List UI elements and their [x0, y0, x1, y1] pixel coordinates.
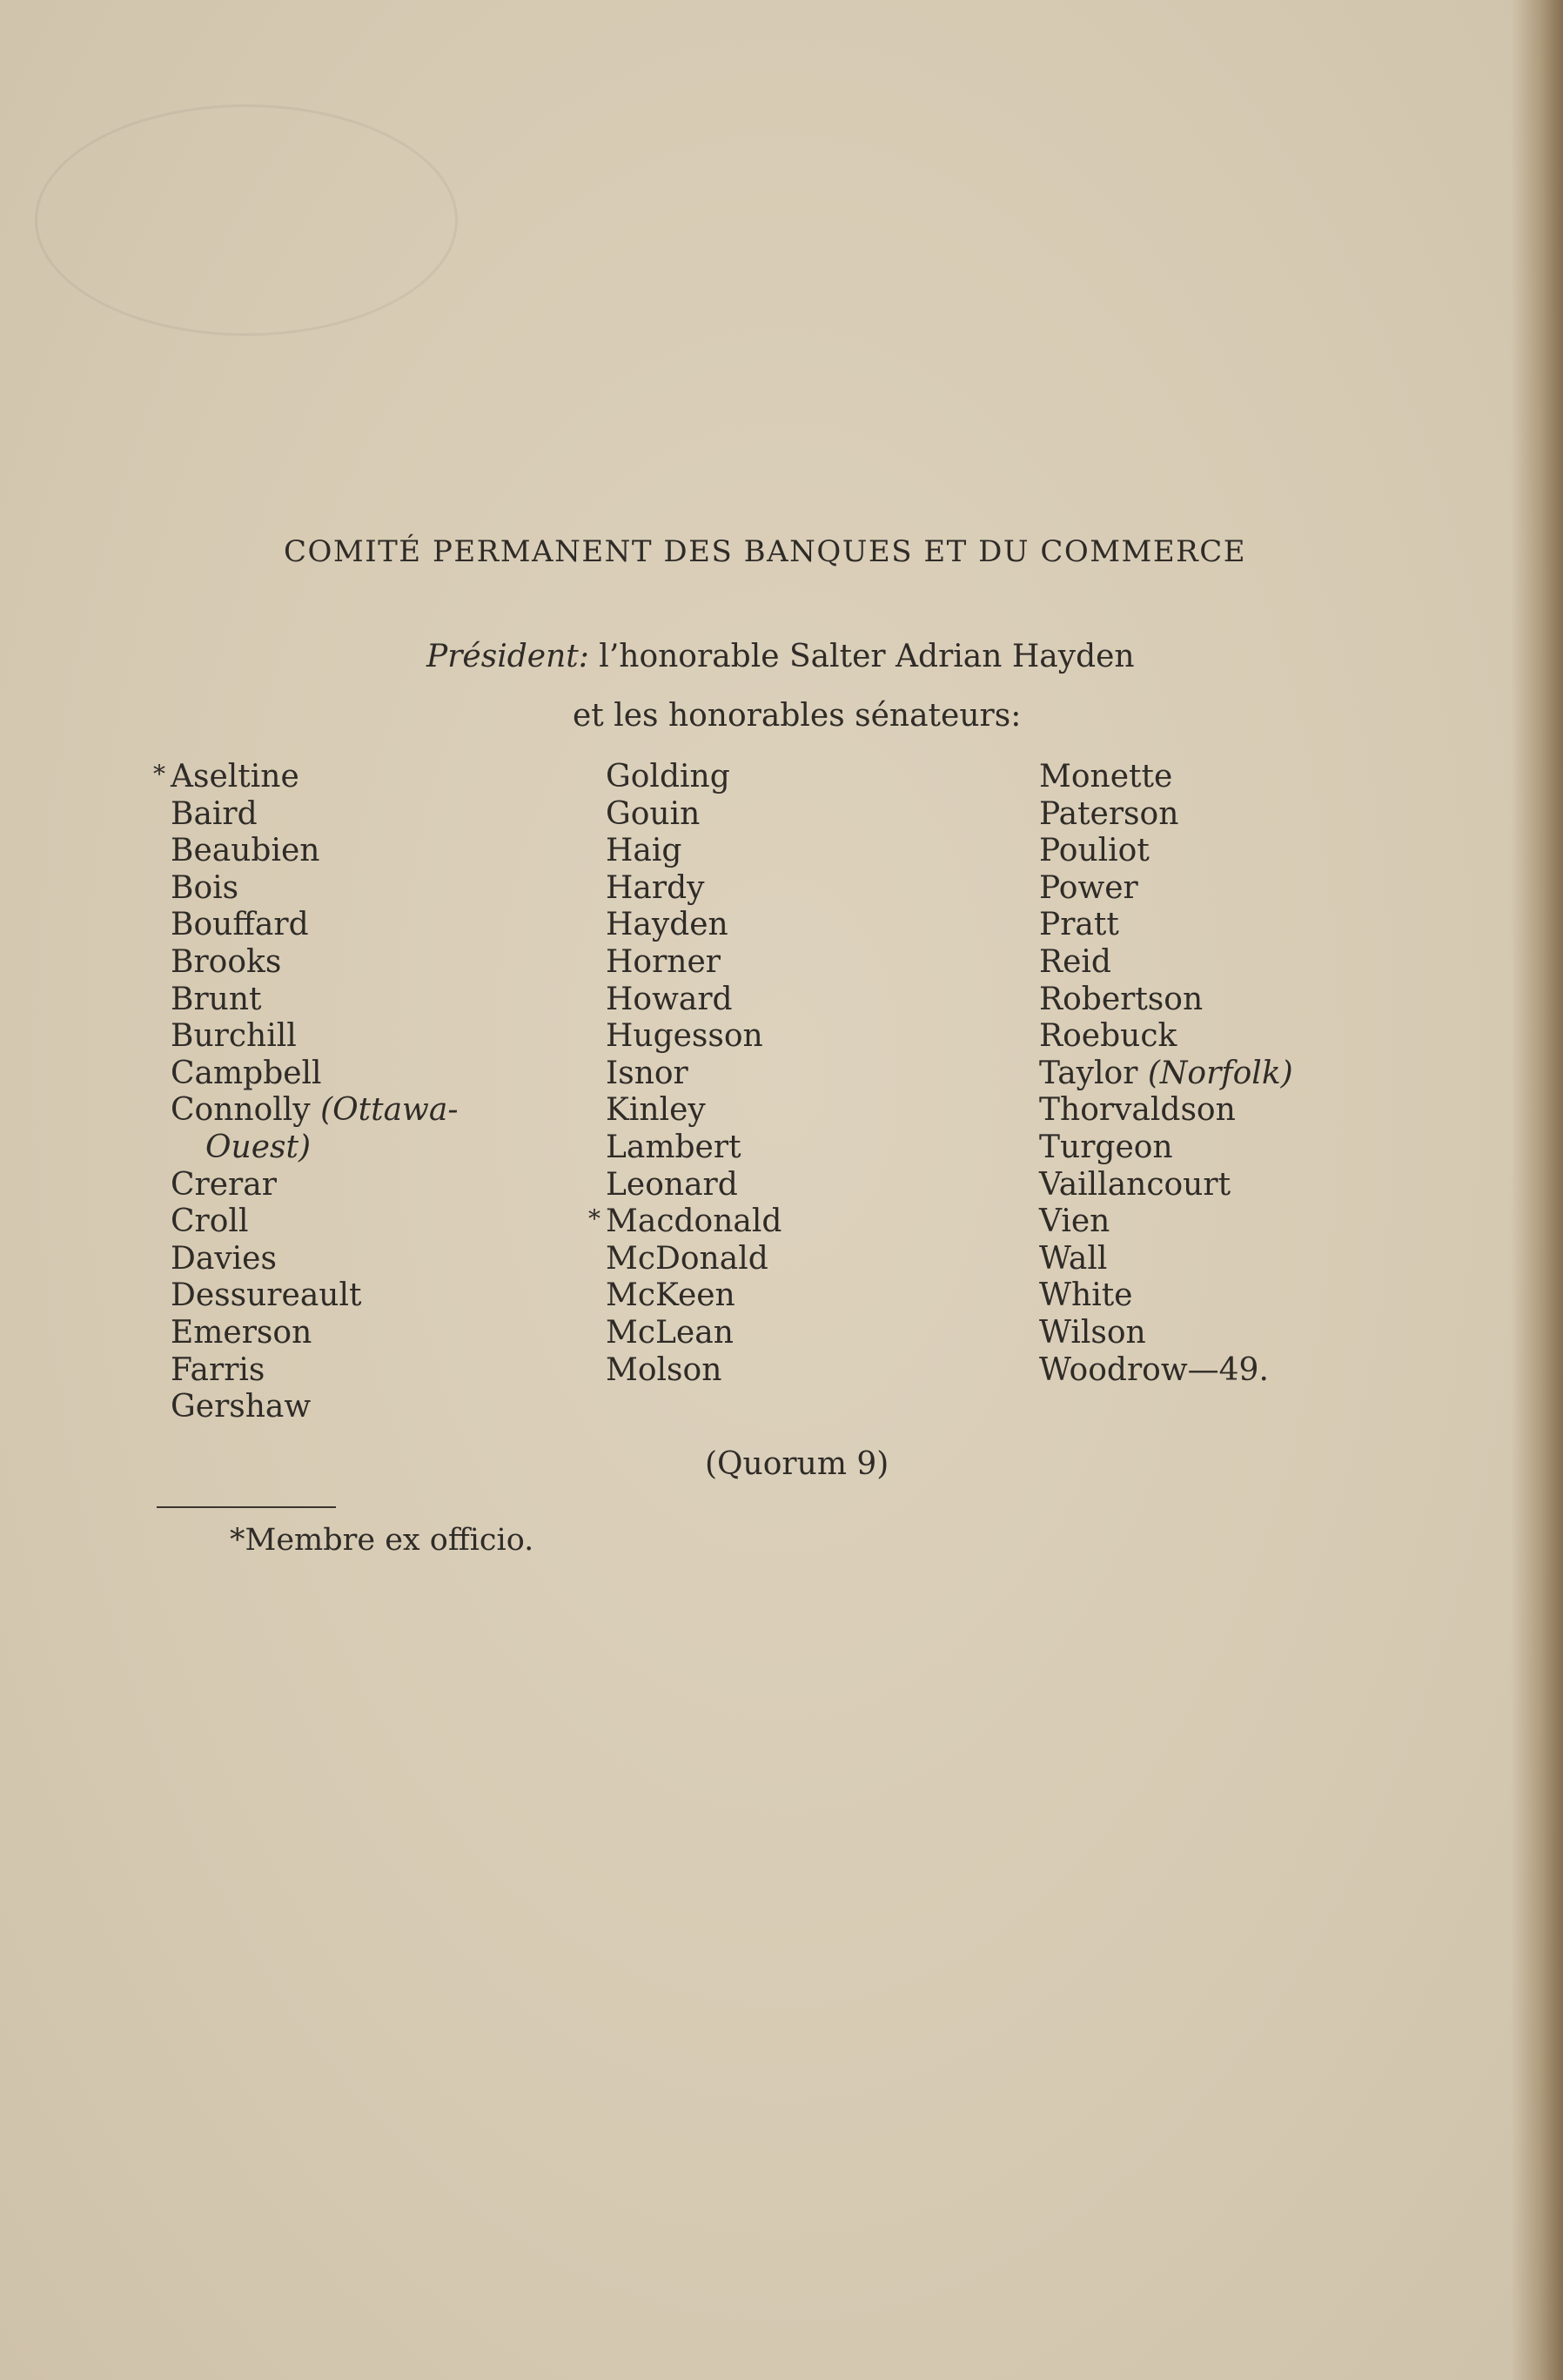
- committee-title: COMITÉ PERMANENT DES BANQUES ET DU COMMERCE: [284, 534, 1247, 569]
- senator-name: Isnor: [606, 1055, 688, 1091]
- senator-name: Robertson: [1039, 981, 1204, 1017]
- senator-name: Kinley: [606, 1092, 706, 1129]
- senator-name: Vaillancourt: [1039, 1166, 1231, 1203]
- senator-name: Gershaw: [171, 1389, 312, 1425]
- president-label: Président:: [426, 639, 589, 674]
- senator-name: Wall: [1039, 1240, 1108, 1277]
- senator-name: Golding: [606, 759, 730, 794]
- senator-name: Monette: [1039, 759, 1173, 794]
- footnote-divider: [157, 1506, 336, 1508]
- senator-name: McDonald: [606, 1240, 768, 1277]
- senator-name: Leonard: [606, 1166, 738, 1203]
- senator-name: Beaubien: [171, 833, 320, 869]
- senator-name: Brooks: [171, 943, 282, 980]
- senator-name: Gouin: [606, 795, 701, 832]
- senator-name: Hugesson: [606, 1018, 763, 1055]
- senators-column-2: [588, 759, 782, 1389]
- senator-name: Hayden: [606, 907, 728, 943]
- senator-name: Thorvaldson: [1039, 1092, 1236, 1129]
- senator-name: Emerson: [171, 1314, 312, 1351]
- senator-name: Vien: [1039, 1203, 1110, 1240]
- senators-intro: et les honorables sénateurs:: [573, 698, 1022, 734]
- taylor-qualifier: (Norfolk): [1147, 1055, 1293, 1091]
- senator-name: Pratt: [1039, 907, 1119, 943]
- senator-name: Dessureault: [171, 1277, 362, 1314]
- senator-name: Turgeon: [1039, 1129, 1173, 1165]
- page-edge-shadow: [1511, 0, 1563, 2380]
- senator-name: Connolly (Ottawa-: [171, 1092, 459, 1129]
- senator-name: Reid: [1039, 943, 1111, 980]
- senator-name: Wilson: [1039, 1314, 1146, 1351]
- senator-name: Burchill: [171, 1018, 297, 1055]
- senator-name: Paterson: [1039, 795, 1179, 832]
- senator-name: * Macdonald: [588, 1203, 782, 1240]
- senator-name: Crerar: [171, 1166, 277, 1203]
- senator-name: Power: [1039, 869, 1138, 906]
- senator-name: McLean: [606, 1314, 734, 1351]
- connolly-qualifier: (Ottawa-: [320, 1092, 459, 1129]
- senator-name: McKeen: [606, 1277, 735, 1314]
- ex-officio-asterisk: *: [153, 760, 165, 788]
- senator-name: Hardy: [606, 869, 705, 906]
- senator-name: Roebuck: [1039, 1018, 1177, 1055]
- senators-column-1: [153, 759, 459, 1426]
- senator-name: Lambert: [606, 1129, 741, 1165]
- faded-seal-bleedthrough: [35, 104, 458, 336]
- senator-name: Farris: [171, 1351, 265, 1388]
- senator-name: White: [1039, 1277, 1133, 1314]
- senator-name: Molson: [606, 1351, 722, 1388]
- president-line: [426, 639, 1135, 674]
- senator-name: Woodrow—49.: [1039, 1351, 1269, 1388]
- senator-name: Baird: [171, 795, 258, 832]
- ex-officio-asterisk: *: [588, 1204, 600, 1234]
- senator-name: Brunt: [171, 981, 262, 1017]
- senator-name: * Aseltine: [153, 759, 299, 794]
- senator-name: Horner: [606, 943, 721, 980]
- senator-name: Bois: [171, 869, 239, 906]
- quorum-note: (Quorum 9): [705, 1446, 889, 1482]
- senator-name: Haig: [606, 833, 682, 869]
- senator-name: Campbell: [171, 1055, 322, 1091]
- senator-name: Howard: [606, 981, 733, 1017]
- connolly-qualifier-continued: Ouest): [205, 1129, 311, 1165]
- senator-name: Davies: [171, 1240, 277, 1277]
- senator-name: Pouliot: [1039, 833, 1150, 869]
- senators-column-3: [1039, 759, 1293, 1389]
- president-name: l’honorable Salter Adrian Hayden: [588, 639, 1135, 674]
- senator-name: Bouffard: [171, 907, 309, 943]
- footnote-ex-officio: *Membre ex officio.: [230, 1523, 534, 1558]
- senator-name: Taylor (Norfolk): [1039, 1055, 1293, 1091]
- senator-name: Croll: [171, 1203, 249, 1240]
